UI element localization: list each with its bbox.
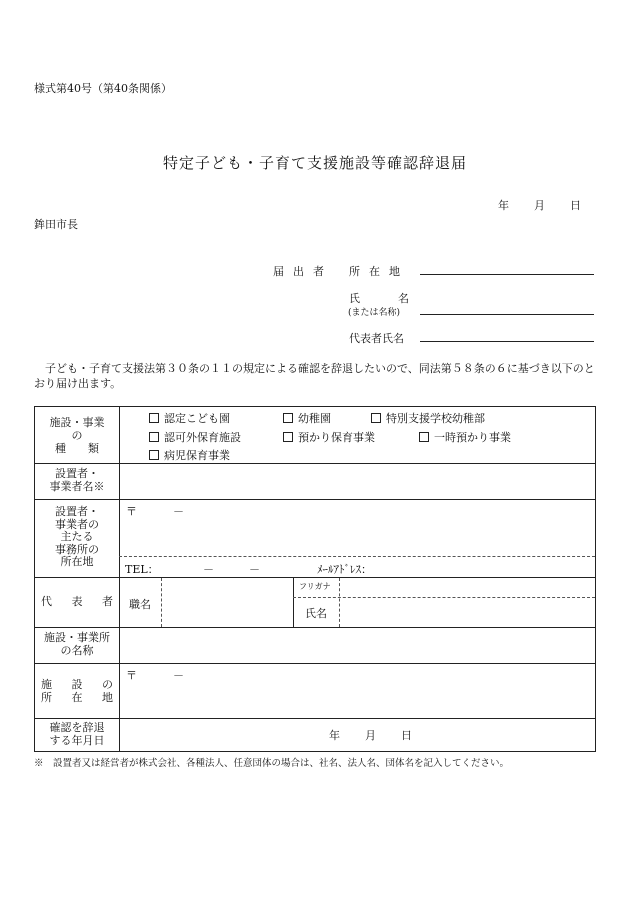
operator-name-field[interactable] — [120, 464, 594, 498]
date-year: 年 — [498, 199, 509, 212]
facility-postal-mark-icon: 〒 — [126, 669, 137, 682]
name-label: 氏名 — [305, 607, 327, 620]
position-label: 職名 — [129, 598, 151, 611]
checkbox-unlicensed-childcare[interactable]: 認可外保育施設 — [149, 429, 241, 445]
checkbox-icon — [283, 413, 293, 423]
facility-address-label: 施 設 の 所 在 地 — [41, 678, 113, 704]
checkbox-icon — [283, 432, 293, 442]
applicant-name-label: 氏 名 — [349, 292, 409, 305]
checkbox-icon — [371, 413, 381, 423]
date-day: 日 — [570, 199, 581, 212]
checkbox-special-support-kindergarten[interactable]: 特別支援学校幼稚部 — [371, 410, 485, 426]
facility-name-field[interactable] — [120, 628, 594, 662]
email-label: ﾒｰﾙｱﾄﾞﾚｽ： — [317, 563, 372, 576]
withdraw-date-day: 日 — [401, 729, 412, 742]
checkbox-kindergarten[interactable]: 幼稚園 — [283, 410, 331, 426]
body-text: 子ども・子育て支援法第３０条の１１の規定による確認を辞退したいので、同法第５８条の６に基づき以下のとおり届け出ます。 — [34, 362, 595, 390]
submission-date — [498, 197, 581, 213]
tel-label: TEL： — [125, 563, 159, 576]
facility-name-label: 施設・事業所 の名称 — [44, 631, 110, 657]
addressee: 鉾田市長 — [34, 218, 78, 231]
withdraw-date-year: 年 — [329, 729, 340, 742]
operator-office-label: 設置者・ 事業者の 主たる 事務所の 所在地 — [55, 505, 99, 568]
facility-postal-dash: － — [173, 669, 184, 682]
checkbox-icon — [149, 413, 159, 423]
checkbox-icon — [149, 450, 159, 460]
checkbox-sick-child-care[interactable]: 病児保育事業 — [149, 447, 230, 463]
applicant-address-label: 所在地 — [349, 265, 409, 278]
tel-dash-1: － — [203, 563, 214, 576]
representative-name-field[interactable] — [340, 598, 594, 626]
checkbox-certified-kodomoen[interactable]: 認定こども園 — [149, 410, 230, 426]
applicant-address-field[interactable] — [420, 274, 594, 275]
withdraw-date-month: 月 — [365, 729, 376, 742]
withdraw-date-field[interactable] — [120, 719, 594, 750]
facility-address-field[interactable] — [120, 664, 594, 717]
applicant-name-sub: (または名称) — [348, 308, 401, 318]
facility-type-label: 施設・事業 の 種 類 — [49, 416, 105, 455]
checkbox-extended-care[interactable]: 預かり保育事業 — [283, 429, 375, 445]
checkbox-icon — [149, 432, 159, 442]
postal-dash: － — [173, 505, 184, 518]
form-number: 様式第40号（第40条関係） — [34, 82, 172, 95]
representative-name-field[interactable] — [420, 341, 594, 342]
withdraw-date-label: 確認を辞退 する年月日 — [49, 721, 105, 747]
tel-dash-2: － — [249, 563, 260, 576]
application-table — [34, 406, 596, 752]
operator-office-address-field[interactable] — [120, 503, 594, 555]
representative-label: 代 表 者 — [41, 595, 113, 608]
applicant-label: 届出者 — [273, 265, 333, 278]
furigana-label: フリガナ — [299, 582, 331, 591]
applicant-name-field[interactable] — [420, 314, 594, 315]
postal-mark-icon: 〒 — [126, 505, 137, 518]
document-title: 特定子ども・子育て支援施設等確認辞退届 — [162, 154, 467, 172]
checkbox-icon — [419, 432, 429, 442]
date-month: 月 — [534, 199, 545, 212]
position-field[interactable] — [162, 579, 292, 626]
footnote: ※ 設置者又は経営者が株式会社、各種法人、任意団体の場合は、社名、法人名、団体名を記入してください。 — [34, 758, 510, 769]
checkbox-temporary-care[interactable]: 一時預かり事業 — [419, 429, 511, 445]
operator-name-label: 設置者・ 事業者名※ — [49, 467, 105, 493]
representative-name-label: 代表者氏名 — [349, 332, 404, 345]
